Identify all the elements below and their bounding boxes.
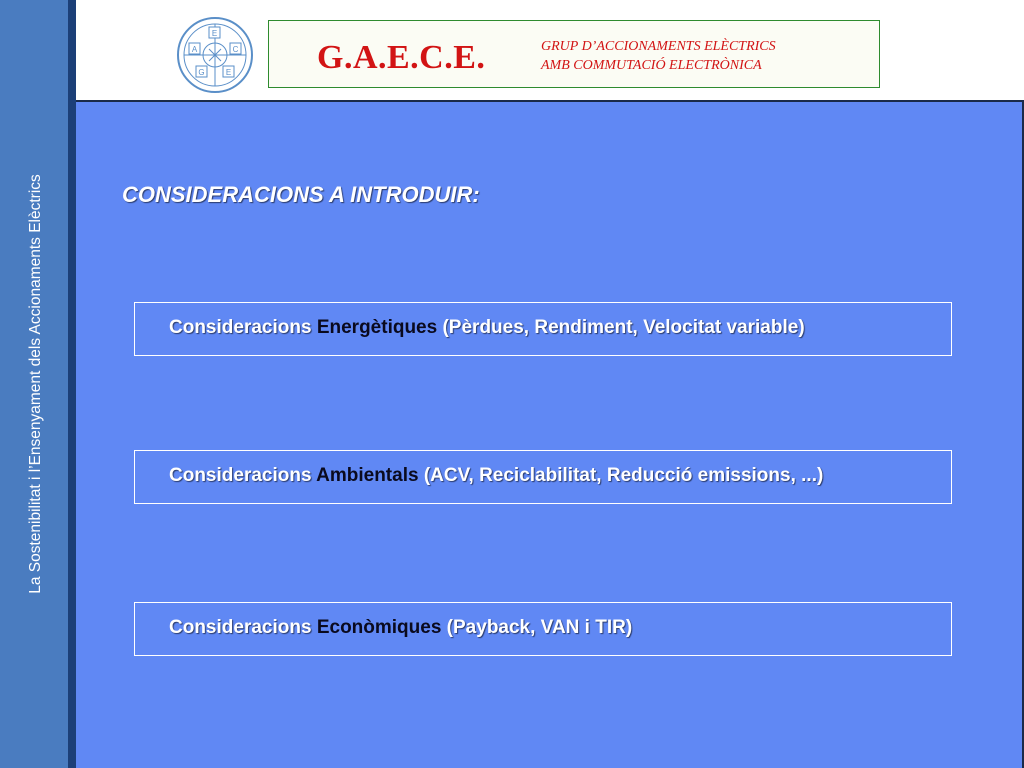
consideration-text [169,317,805,339]
consideration-prefix: Consideracions [169,617,317,638]
seal-letter: A [191,45,198,54]
seal-letter: E [225,68,232,77]
gaece-banner [268,20,880,88]
sidebar-title: La Sostenibilitat i l’Ensenyament dels Accionaments Elèctrics [27,174,44,594]
seal-letter: E [211,29,218,38]
consideration-text [169,617,632,639]
seal-letter: G [198,68,205,77]
consideration-detail: (Payback, VAN i TIR) [441,617,633,638]
consideration-keyword: Ambientals [316,465,419,486]
consideration-keyword: Energètiques [316,317,438,338]
gaece-seal-logo [176,16,254,94]
consideration-box-ambientals [134,450,952,504]
consideration-keyword: Econòmiques [316,617,442,638]
sidebar-edge [68,0,76,768]
banner-title: G.A.E.C.E. [317,39,486,76]
consideration-box-economiques [134,602,952,656]
slide-heading: CONSIDERACIONS A INTRODUIR: [122,182,480,207]
consideration-box-energetiques [134,302,952,356]
consideration-detail: (Pèrdues, Rendiment, Velocitat variable) [437,317,805,338]
consideration-prefix: Consideracions [169,317,317,338]
banner-subtitle-line1: GRUP D’ACCIONAMENTS ELÈCTRICS [541,39,776,54]
consideration-detail: (ACV, Reciclabilitat, Reducció emissions, ...) [418,465,824,486]
slide-content [76,100,1024,768]
seal-letter: C [232,45,239,54]
banner-subtitle-line2: AMB COMMUTACIÓ ELECTRÒNICA [541,58,762,73]
consideration-prefix: Consideracions [169,465,317,486]
consideration-text [169,465,823,487]
sidebar [0,0,68,768]
